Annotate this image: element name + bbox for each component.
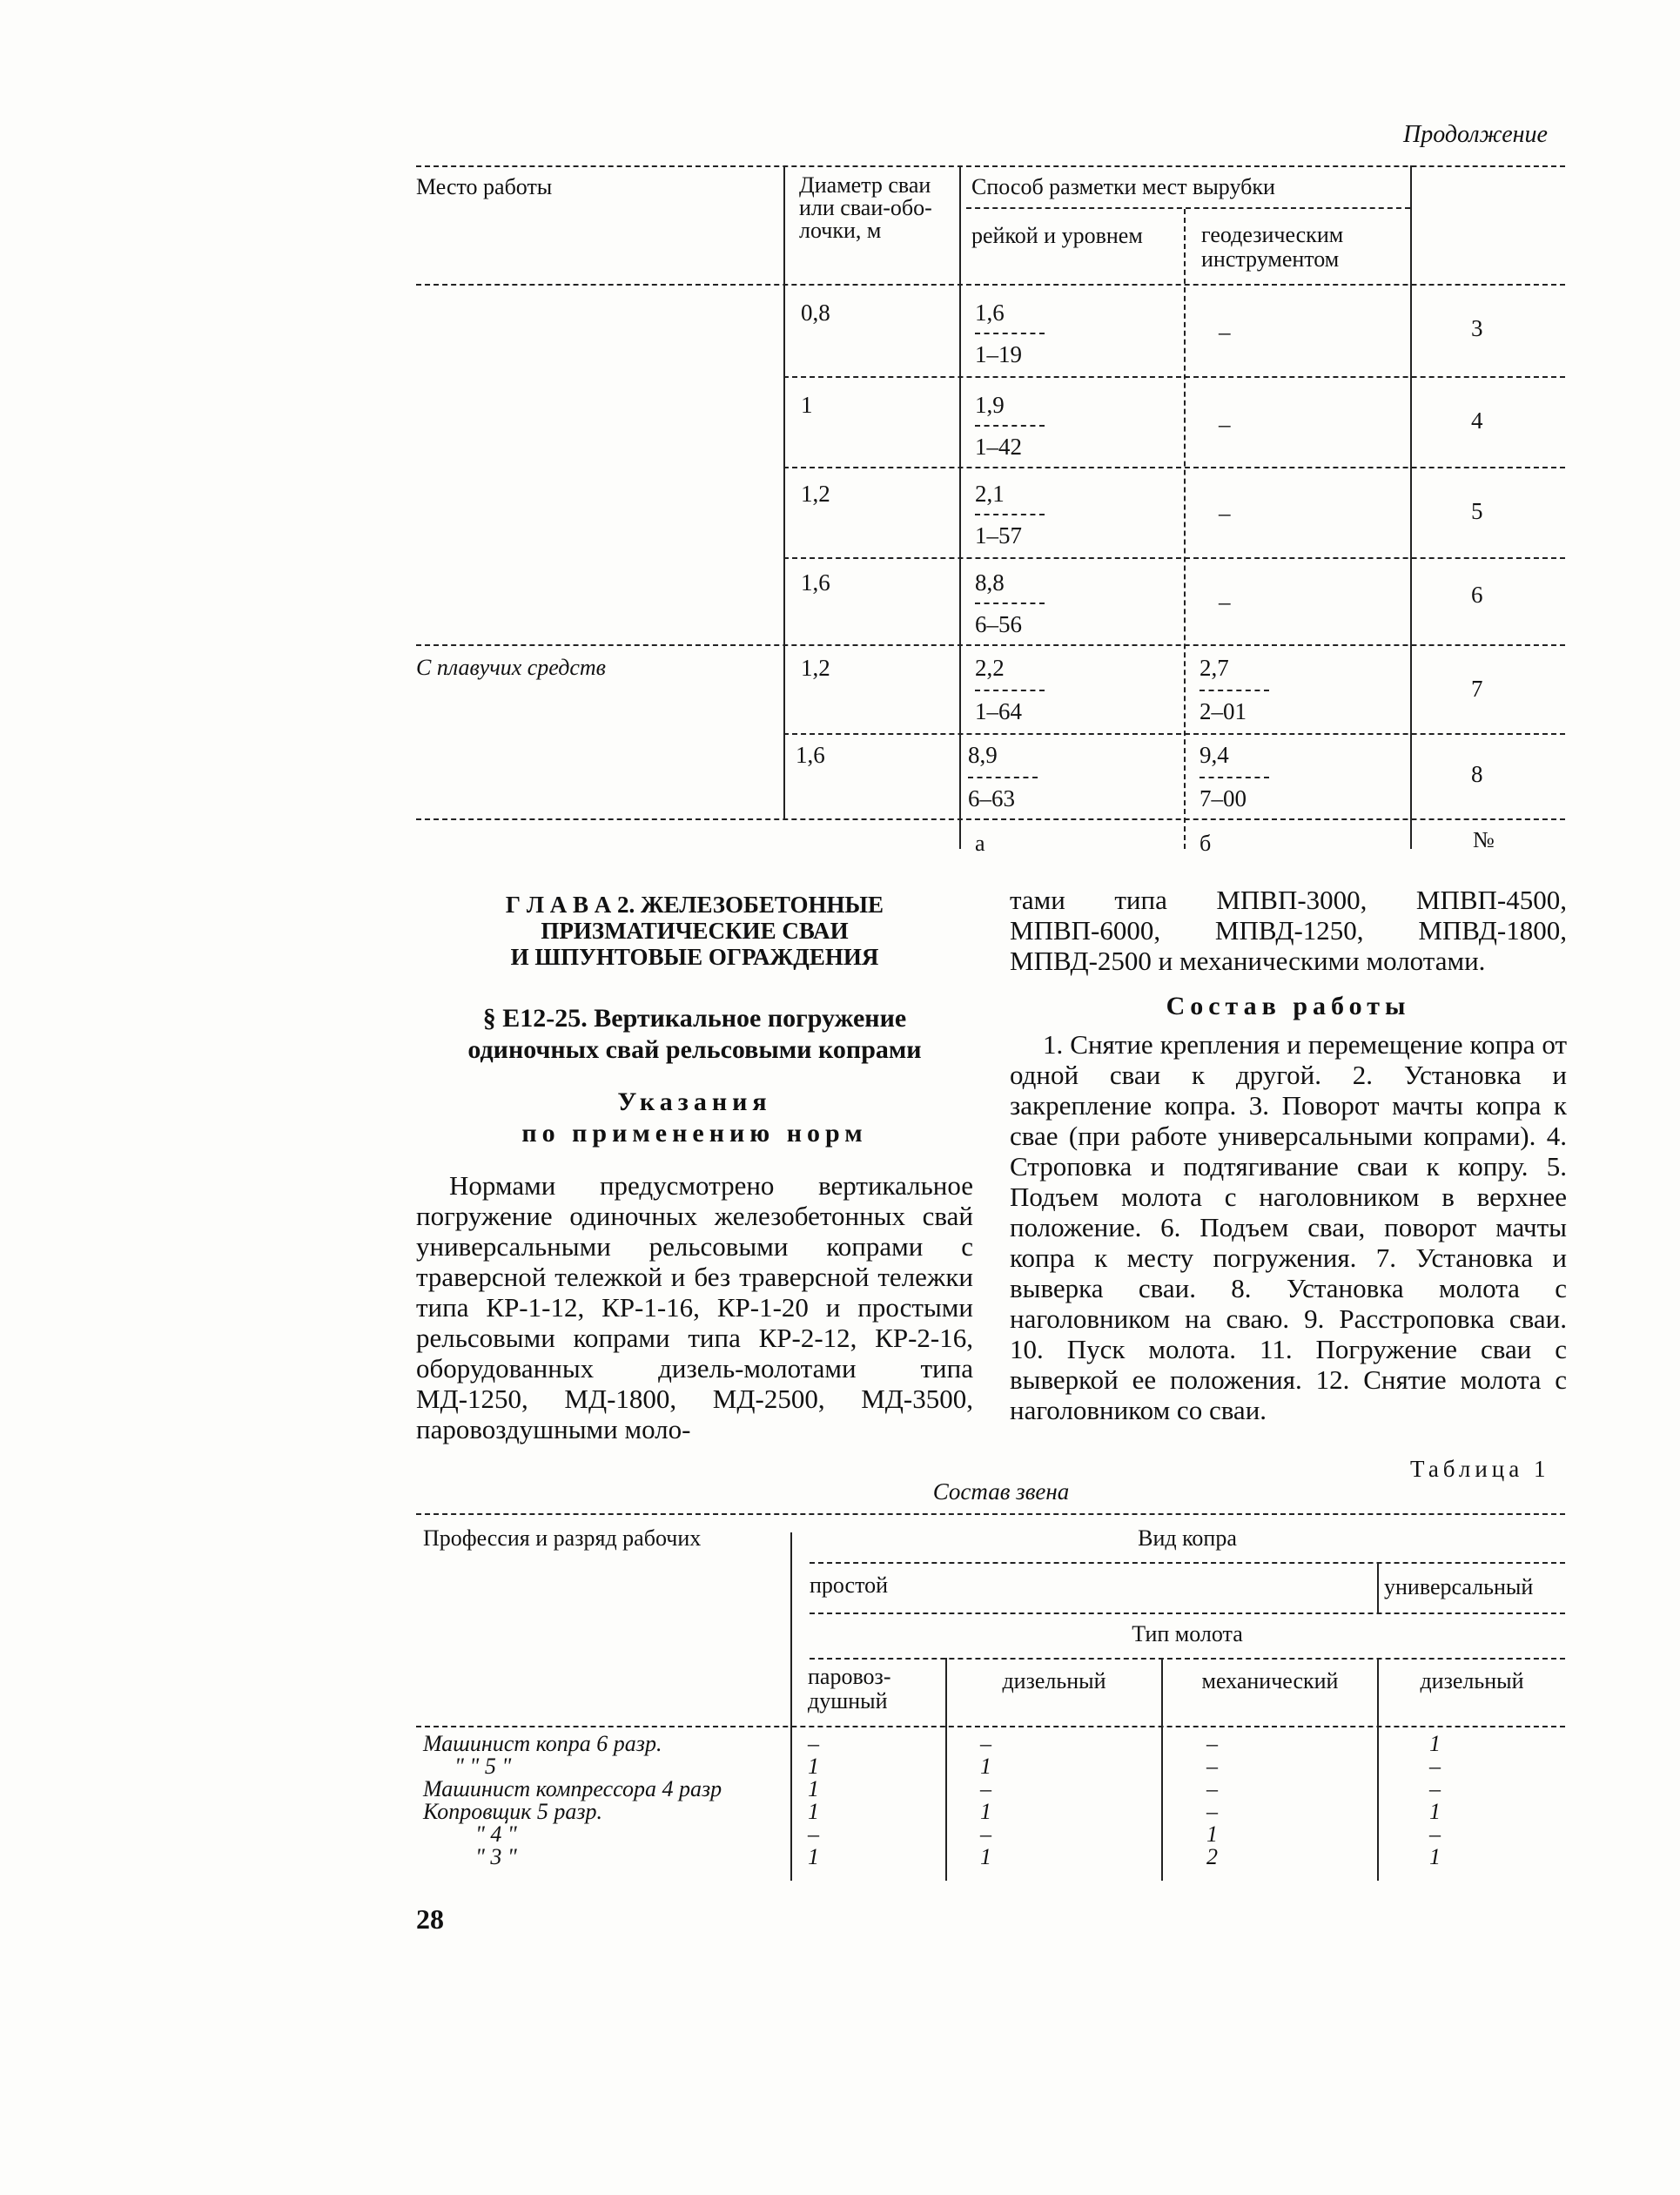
crew-col-diesel: – 1 – 1 – 1 bbox=[980, 1731, 991, 1869]
right-continuation: тами типа МПВП-3000, МПВП-4500, МПВП-6000, МПВД-1250, МПВД-1800, МПВД-2500 и механическими молотами. bbox=[1010, 885, 1567, 976]
header-profession: Профессия и разряд рабочих bbox=[423, 1525, 702, 1551]
work-text: 1. Снятие крепления и перемещение копра от одной сваи к другой. 2. Установка и закрепление копра. 3. Поворот мачты копра к свае (при работе универсальными копрами). 4. Строповка и подтягивание сваи к копру. 5. Подъем молота с наголовником в верхнее положение. 6. Подъем сваи, поворот мачты копра к месту погружения. 7. Установка и выверка сваи. 8. Установка молота с наголовником на сваю. 9. Расстроповка сваи. 10. Пуск молота. 11. Погружение сваи с выверкой ее положения. 12. Снятие молота с наголовником со сваи. bbox=[1010, 1029, 1567, 1425]
left-paragraph: Нормами предусмотрено вертикальное погружение одиночных железобетонных свай универсальными рельсовыми копрами с траверсной тележкой и без траверсной тележки типа КР-1-12, КР-1-16, КР-1-20 и простыми рельсовыми копрами типа КР-2-12, КР-2-16, оборудованных дизель-молотами типа МД-1250, МД-1800, МД-2500, МД-3500, паровоздушными моло- bbox=[416, 1170, 973, 1444]
crew-rows-names bbox=[423, 1733, 722, 1868]
continuation-label: Продолжение bbox=[1403, 121, 1548, 148]
list-item: Машинист копра 6 разр. bbox=[423, 1731, 662, 1756]
list-item: " 4 " bbox=[475, 1821, 517, 1847]
list-item: " 3 " bbox=[475, 1844, 517, 1869]
crew-col-mechanical: – – – – 1 2 bbox=[1206, 1731, 1218, 1869]
crew-col-diesel-universal: 1 – – 1 – 1 bbox=[1429, 1731, 1441, 1869]
work-heading: Состав работы bbox=[1166, 992, 1411, 1020]
column-label-number: № bbox=[1473, 827, 1495, 852]
header-steam-air: паровоз- душный bbox=[808, 1664, 891, 1714]
column-label-b: б bbox=[1200, 831, 1212, 856]
header-hammer-type: Тип молота bbox=[1132, 1621, 1243, 1646]
page-number: 28 bbox=[416, 1903, 444, 1935]
guidance-heading: Указания по применению норм bbox=[521, 1087, 868, 1148]
header-mechanical: механический bbox=[1201, 1668, 1339, 1693]
header-diesel: дизельный bbox=[1002, 1668, 1106, 1693]
list-item: Копровщик 5 разр. bbox=[423, 1799, 602, 1824]
header-diameter: Диаметр сваи или сваи-обо- лочки, м bbox=[799, 172, 932, 243]
header-universal: универсальный bbox=[1384, 1574, 1534, 1599]
header-method: Способ разметки мест вырубки bbox=[971, 174, 1275, 199]
list-item: Машинист компрессора 4 разр bbox=[423, 1776, 722, 1801]
list-item: " " 5 " bbox=[454, 1754, 512, 1779]
header-geodetic: геодезическим инструментом bbox=[1201, 222, 1344, 272]
header-simple: простой bbox=[810, 1572, 889, 1598]
section-title: § Е12-25. Вертикальное погружение одиночных свай рельсовыми копрами bbox=[467, 1004, 922, 1064]
header-rail: рейкой и уровнем bbox=[971, 223, 1143, 248]
header-rig-type: Вид копра bbox=[1138, 1525, 1237, 1551]
crew-col-steam: – 1 1 1 – 1 bbox=[808, 1731, 819, 1869]
header-place: Место работы bbox=[416, 174, 553, 199]
chapter-title: Г Л А В А 2. ЖЕЛЕЗОБЕТОННЫЕ ПРИЗМАТИЧЕСКИЕ СВАИ И ШПУНТОВЫЕ ОГРАЖДЕНИЯ bbox=[505, 892, 884, 970]
table-title: Состав звена bbox=[932, 1478, 1070, 1505]
table-label: Таблица 1 bbox=[1410, 1456, 1550, 1482]
header-diesel-universal: дизельный bbox=[1420, 1668, 1524, 1693]
column-label-a: а bbox=[975, 831, 985, 856]
